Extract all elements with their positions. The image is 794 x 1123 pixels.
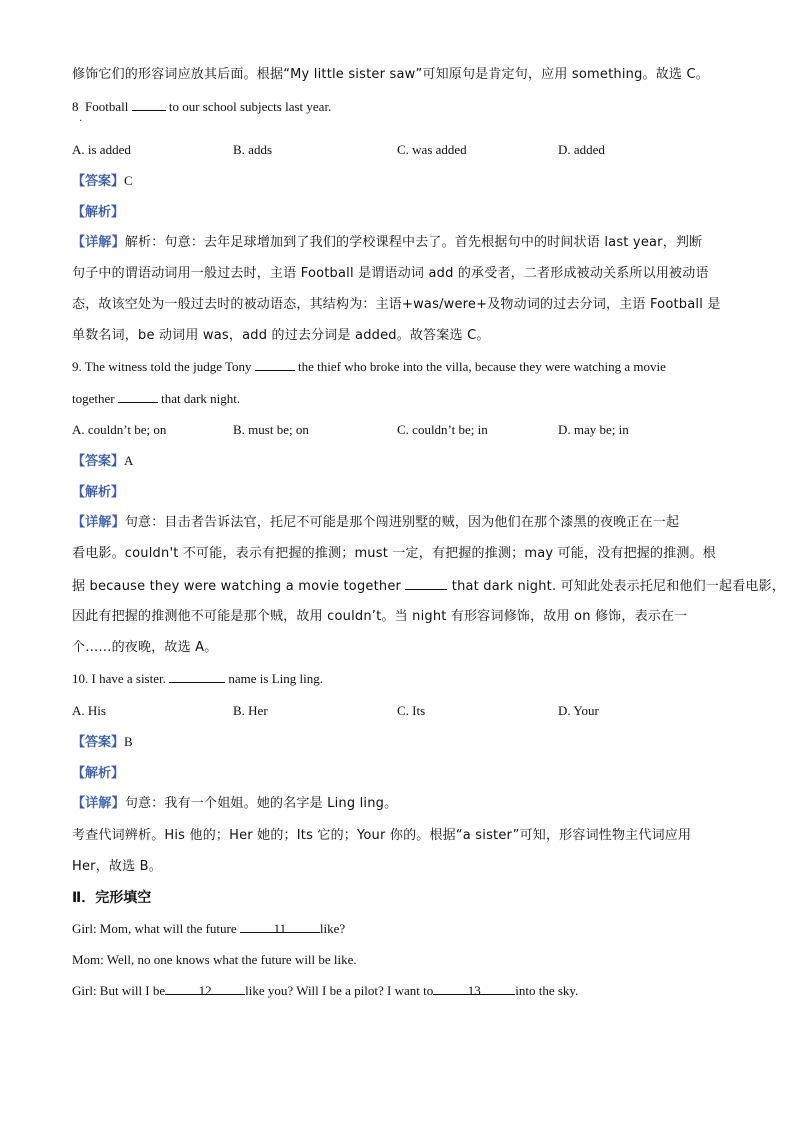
detail-tag: 【详解】 [72,796,125,811]
analysis-tag: 【解析】 [72,766,125,781]
cloze-line-1 [72,920,345,938]
cloze-text: into the sky. [515,983,579,998]
answer-value: A [124,453,134,468]
cloze-line-2: Mom: Well, no one knows what the future will be like. [72,952,357,967]
answer-tag: 【答案】 [72,454,125,469]
detail-text: Her，故选 B。 [72,859,162,874]
question-9-line-2 [72,390,240,408]
option-a: A. His [72,703,106,718]
analysis-line [72,483,124,502]
detail-text: 态，故该空处为一般过去时的被动语态，其结构为：主语+was/were+及物动词的过去分词，主语 Football 是 [72,297,721,312]
answer-tag: 【答案】 [72,174,125,189]
question-text-pre: 10. I have a sister. [72,671,166,686]
question-8 [72,98,331,116]
answer-blank [132,98,166,111]
answer-blank [255,358,295,371]
option-b: B. adds [233,142,272,157]
question-text-post: to our school subjects last year. [168,99,332,114]
option-a: A. is added [72,142,131,157]
blank-number: 13 [467,983,481,998]
answer-tag: 【答案】 [72,735,125,750]
analysis-line [72,203,124,222]
detail-text: 解析：句意：去年足球增加到了我们的学校课程中去了。首先根据句中的时间状语 last year，判断 [124,235,703,250]
detail-text: 单数名词，be 动词用 was，add 的过去分词是 added。故答案选 C。 [72,328,490,343]
detail-tag: 【详解】 [72,235,125,250]
option-d: D. may be; in [558,422,629,437]
question-text-pre: together [72,391,115,406]
detail-text: 句意：我有一个姐姐。她的名字是 Ling ling。 [124,796,398,811]
cloze-line-3 [72,982,578,1000]
detail-text: that dark night. 可知此处表示托尼和他们一起看电影， [451,579,786,594]
cloze-text: Girl: Mom, what will the future [72,921,237,936]
option-c: C. was added [397,142,467,157]
detail-text: 句意：目击者告诉法官，托尼不可能是那个闯进别墅的贼，因为他们在那个漆黑的夜晚正在一起 [124,515,680,530]
analysis-tag: 【解析】 [72,205,125,220]
intro-explanation-line: 修饰它们的形容词应放其后面。根据“My little sister saw”可知原句是肯定句，应用 something。故选 C。 [72,67,709,82]
answer-blank [169,670,225,683]
section-title: Ⅱ．完形填空 [72,890,152,906]
detail-line [72,795,397,813]
question-text-post: that dark night. [161,391,241,406]
option-d: D. added [558,142,605,157]
question-text-post: name is Ling ling. [228,671,323,686]
option-b: B. Her [233,703,268,718]
answer-blank [118,390,158,403]
cloze-text: Girl: But will I be [72,983,166,998]
cloze-blank [433,982,515,998]
detail-line [72,234,702,252]
answer-line [72,172,133,191]
option-c: C. Its [397,703,426,718]
blank-number: 12 [198,983,212,998]
cloze-blank [240,920,320,936]
blank-number: 11 [273,921,287,936]
question-text-post: the thief who broke into the villa, because they were watching a movie [298,359,666,374]
answer-blank [405,577,447,590]
question-number: 8 [72,99,79,114]
answer-line [72,733,133,752]
question-text-pre: 9. The witness told the judge Tony [72,359,252,374]
question-text-pre: Football [85,99,129,114]
option-a: A. couldn’t be; on [72,422,167,437]
option-c: C. couldn’t be; in [397,422,488,437]
detail-line-with-blank [72,577,785,596]
detail-text: 因此有把握的推测他不可能是那个贼，故用 couldn’t。当 night 有形容词修饰，故用 on 修饰，表示在一 [72,609,688,624]
cloze-text: like? [319,921,346,936]
detail-text: 句子中的谓语动词用一般过去时，主语 Football 是谓语动词 add 的承受者，二者形成被动关系所以用被动语 [72,266,709,281]
cloze-text: like you? Will I be a pilot? I want to [245,983,434,998]
question-9-line-1 [72,358,666,376]
answer-value: B [124,734,133,749]
analysis-tag: 【解析】 [72,485,125,500]
detail-text: 据 because they were watching a movie together [72,579,402,594]
detail-text: 考查代词辨析。His 他的；Her 她的；Its 它的；Your 你的。根据“a sister”可知，形容词性物主代词应用 [72,828,692,843]
cloze-blank [165,982,245,998]
analysis-line [72,764,124,783]
detail-text: 看电影。couldn't 不可能，表示有把握的推测；must 一定，有把握的推测；may 可能，没有把握的推测。根 [72,546,717,561]
detail-text: 个……的夜晚，故选 A。 [72,640,218,655]
answer-value: C [124,173,133,188]
question-10 [72,670,323,688]
option-d: D. Your [558,703,599,718]
answer-line [72,452,133,471]
option-b: B. must be; on [233,422,309,437]
detail-tag: 【详解】 [72,515,125,530]
detail-line [72,514,679,532]
stray-dot-mark: · [79,116,83,127]
